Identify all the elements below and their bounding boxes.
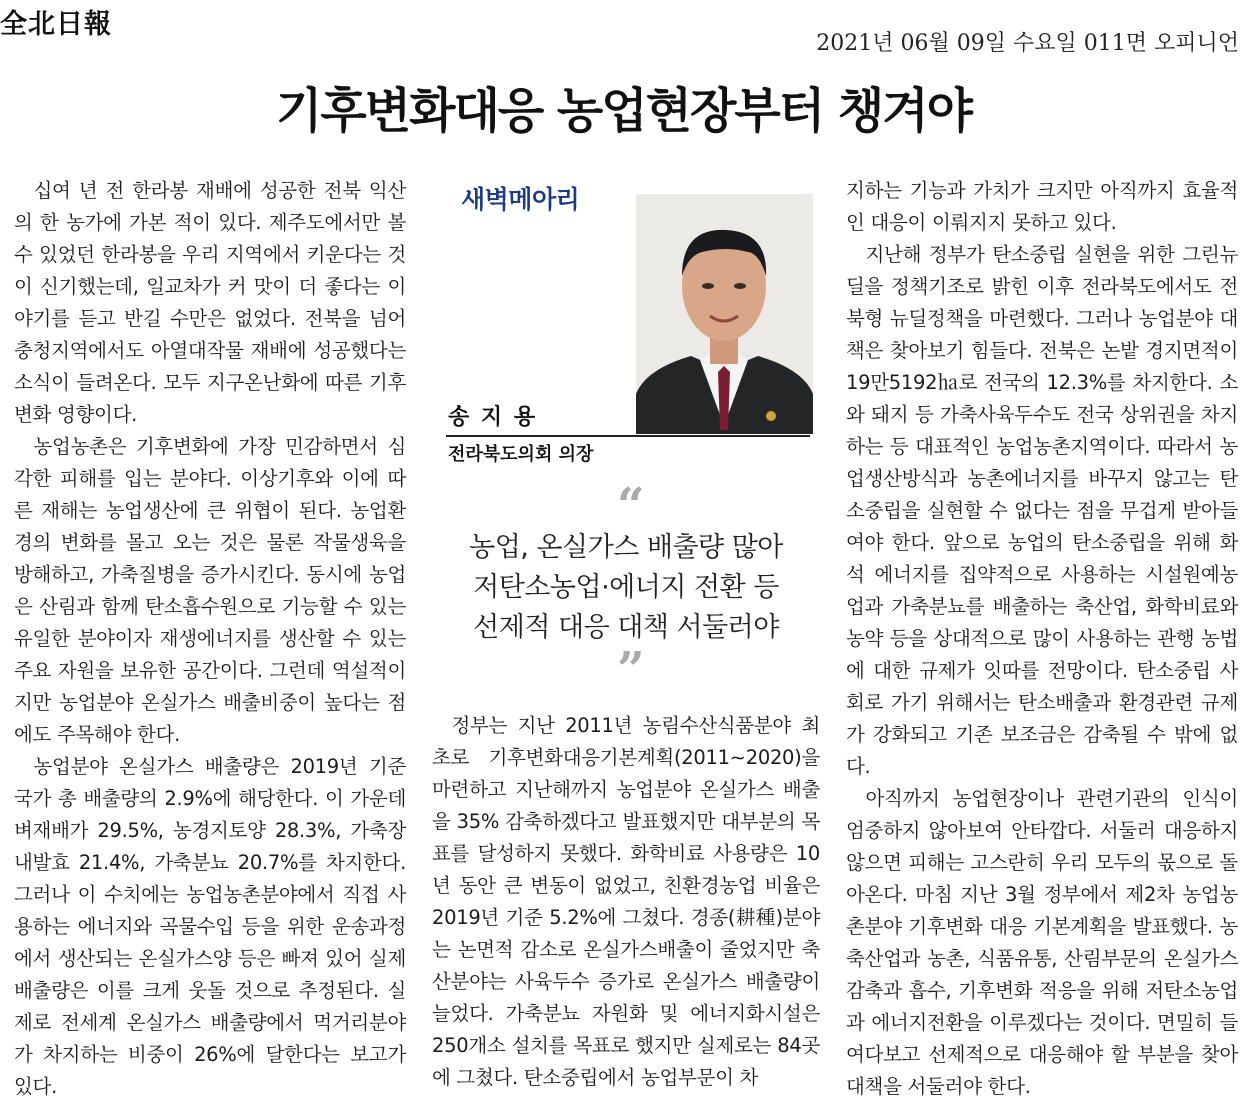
pull-quote-line: 저탄소농업·에너지 전환 등 [473,572,779,603]
paragraph: 십여 년 전 한라봉 재배에 성공한 전북 익산의 한 농가에 가본 적이 있다. 제주도에서만 볼 수 있었던 한라봉을 우리 지역에서 키운다는 것이 신기했는데, 일교차가 커 맛이 더 좋다는 이야기를 듣고 반길 수만은 없었다. 전북을 넘어 충청지역에서도 아열대작물 재배에 성공했다는 소식이 들려온다. 모두 지구온난화에 따른 기후변화 영향이다. [14,179,406,426]
issue-date-line: 2021년 06월 09일 수요일 011면 오피니언 [816,31,1239,56]
column-info-box [432,168,820,698]
divider-line [446,435,810,437]
paragraph: 농업분야 온실가스 배출량은 2019년 기준 국가 총 배출량의 2.9%에 해당한다. 이 가운데 벼재배가 29.5%, 농경지토양 28.3%, 가축장내발효 21.4%, 가축분뇨 20.7%를 차지한다. 그러나 이 수치에는 농업농촌분야에서 직접 사용하는 에너지와 곡물수입 등을 위한 운송과정에서 생산되는 온실가스양 등은 빠져 있어 실제 배출량은 이를 크게 웃돌 것으로 추정된다. 실제로 전세계 온실가스 배출량에서 먹거리분야가 차지하는 비중이 26%에 달한다는 보고가 있다. [14,755,406,1098]
paragraph-continuation: 지하는 기능과 가치가 크지만 아직까지 효율적인 대응이 이뤄지지 못하고 있다. [846,179,1238,234]
body-column-left [14,175,406,1103]
pull-quote-line: 농업, 온실가스 배출량 많아 [469,532,783,563]
close-quote-icon: ” [617,642,645,698]
pull-quote-line: 선제적 대응 대책 서둘러야 [473,612,779,643]
paragraph: 지난해 정부가 탄소중립 실현을 위한 그린뉴딜을 정책기조로 밝힌 이후 전라북도에서도 전북형 뉴딜정책을 마련했다. 그러나 농업분야 대책은 찾아보기 힘들다. 전북은 논밭 경지면적이 19만5192㏊로 전국의 12.3%를 차지한다. 소와 돼지 등 가축사육두수도 전국 상위권을 차지하는 등 대표적인 농업농촌지역이다. 따라서 농업생산방식과 농촌에너지를 바꾸지 않고는 탄소중립을 실현할 수 없다는 점을 무겁게 받아들여야 한다. 앞으로 농업의 탄소중립을 위해 화석 에너지를 집약적으로 사용하는 시설원예농업과 가축분뇨를 배출하는 축산업, 화학비료와 농약 등을 상대적으로 많이 사용하는 관행 농법에 대한 규제가 잇따를 전망이다. 탄소중립 사회로 가기 위해서는 탄소배출과 환경관련 규제가 강화되고 기존 보조금은 감축될 수 밖에 없다. [846,243,1238,778]
open-quote-icon: “ [617,478,645,534]
article-headline: 기후변화대응 농업현장부터 챙겨야 [276,83,971,139]
paragraph: 정부는 지난 2011년 농림수산식품분야 최초로 기후변화대응기본계획(2011∼2020)을 마련하고 지난해까지 농업분야 온실가스 배출을 35% 감축하겠다고 발표했지만 대부분의 목표를 달성하지 못했다. 화학비료 사용량은 10년 동안 큰 변동이 없었고, 친환경농업 비율은 2019년 기준 5.2%에 그쳤다. 경종(耕種)분야는 논면적 감소로 온실가스배출이 줄었지만 축산분야는 사육두수 증가로 온실가스 배출량이 늘었다. 가축분뇨 자원화 및 에너지화시설은 250개소 설치를 목표로 했지만 실제로는 84곳에 그쳤다. 탄소중립에서 농업부문이 차 [432,714,820,1089]
author-photo [636,194,813,434]
body-column-middle [432,710,820,1094]
author-name: 송 지 용 [448,405,538,430]
author-portrait-image [636,194,813,434]
body-column-right [846,175,1238,1103]
paragraph: 아직까지 농업현장이나 관련기관의 인식이 엄중하지 않아보여 안타깝다. 서둘러 대응하지 않으면 피해는 고스란히 우리 모두의 몫으로 돌아온다. 마침 지난 3월 정부에서 제2차 농업농촌분야 기후변화 대응 기본계획을 발표했다. 농축산업과 농촌, 식품유통, 산림부문의 온실가스 감축과 흡수, 기후변화 적응을 위해 저탄소농업과 에너지전환을 이루겠다는 것이다. 면밀히 들여다보고 선제적으로 대응해야 할 부분을 찾아 대책을 서둘러야 한다. [846,787,1238,1098]
column-name: 새벽메아리 [461,185,580,214]
pull-quote [432,528,820,648]
newspaper-masthead: 全北日報 [0,9,112,40]
author-title: 전라북도의회 의장 [448,444,594,465]
paragraph: 농업농촌은 기후변화에 가장 민감하면서 심각한 피해를 입는 분야다. 이상기후와 이에 따른 재해는 농업생산에 큰 위협이 된다. 농업환경의 변화를 몰고 오는 것은 물론 작물생육을 방해하고, 가축질병을 증가시킨다. 동시에 농업은 산림과 함께 탄소흡수원으로 기능할 수 있는 유일한 분야이자 재생에너지를 생산할 수 있는 주요 자원을 보유한 공간이다. 그런데 역설적이지만 농업분야 온실가스 배출비중이 높다는 점에도 주목해야 한다. [14,435,406,746]
